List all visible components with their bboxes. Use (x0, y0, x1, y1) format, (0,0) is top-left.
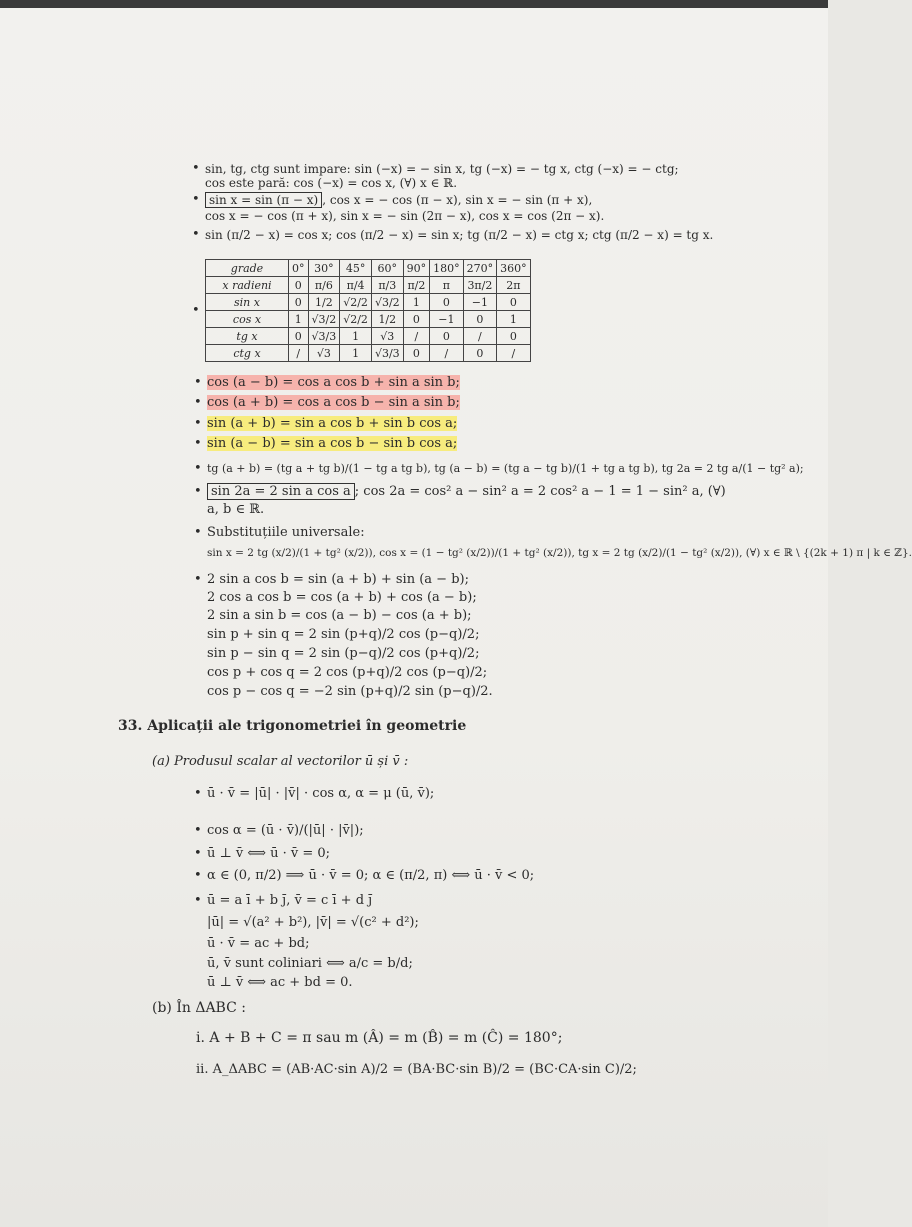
table-cell: 0 (497, 294, 531, 311)
table-row-header: x radieni (206, 277, 289, 294)
subsection-a-title: (a) Produsul scalar al vectorilor ū și v̄ : (152, 754, 409, 769)
table-row-header: ctg x (206, 345, 289, 362)
double-angle-rest: ; cos 2a = cos² a − sin² a = 2 cos² a − 1 = 1 − sin² a, (∀) (354, 484, 726, 499)
section-title: 33. Aplicații ale trigonometriei în geometrie (118, 718, 467, 734)
table-cell: √3/2 (308, 311, 340, 328)
subsection-b-title: (b) În ΔABC : (152, 1000, 246, 1016)
perpendicular-condition: ū ⊥ v̄ ⟺ ac + bd = 0. (207, 975, 353, 990)
highlight-red-1: cos (a − b) = cos a cos b + sin a sin b; (207, 375, 460, 390)
product-sum-1: • 2 sin a cos b = sin (a + b) + sin (a − b); (207, 572, 469, 588)
table-cell: π/3 (371, 277, 403, 294)
table-cell: π/2 (403, 277, 430, 294)
product-sum-3: 2 sin a sin b = cos (a − b) − cos (a + b); (207, 608, 472, 623)
table-cell: π/4 (340, 277, 372, 294)
table-cell: 0 (289, 328, 309, 345)
reduction-line-1 (205, 193, 592, 207)
table-cell: / (497, 345, 531, 362)
table-row-header: cos x (206, 311, 289, 328)
table-cell: √3/3 (371, 345, 403, 362)
table-cell: 1/2 (371, 311, 403, 328)
dot-product-def: • ū · v̄ = |ū| · |v̄| · cos α, α = μ (ū, v̄); (207, 786, 434, 802)
table-cell: −1 (463, 294, 497, 311)
table-cell: 1 (340, 345, 372, 362)
triangle-angle-sum: i. A + B + C = π sau m (Â) = m (B̂) = m (Ĉ) = 180°; (196, 1030, 563, 1046)
table-row-header: grade (206, 260, 289, 277)
table-row (206, 345, 531, 362)
trig-values-table (205, 259, 531, 362)
angle-sign-condition: • α ∈ (0, π/2) ⟹ ū · v̄ = 0; α ∈ (π/2, π) ⟺ ū · v̄ < 0; (207, 868, 534, 884)
table-cell: 90° (403, 260, 430, 277)
table-cell: √3 (308, 345, 340, 362)
table-row (206, 260, 531, 277)
sum-product-4: cos p − cos q = −2 sin (p+q)/2 sin (p−q)/2. (207, 684, 493, 699)
table-cell: 360° (497, 260, 531, 277)
table-cell: 0 (463, 345, 497, 362)
table-cell: √3/2 (371, 294, 403, 311)
table-cell: / (463, 328, 497, 345)
collinear-condition: ū, v̄ sunt coliniari ⟺ a/c = b/d; (207, 956, 413, 971)
reduction-line-2: cos x = − cos (π + x), sin x = − sin (2π − x), cos x = cos (2π − x). (205, 209, 605, 223)
table-cell: / (403, 328, 430, 345)
table-cell: 0 (497, 328, 531, 345)
table-cell: √2/2 (340, 294, 372, 311)
table-cell: √3/3 (308, 328, 340, 345)
table-cell: 0 (430, 328, 464, 345)
formula-sin-sum (207, 416, 457, 432)
table-cell: 0° (289, 260, 309, 277)
table-cell: 1 (403, 294, 430, 311)
formula-double-angle-cont: a, b ∈ ℝ. (207, 502, 265, 517)
orthogonality-condition: • ū ⊥ v̄ ⟺ ū · v̄ = 0; (207, 846, 330, 862)
table-cell: 1 (340, 328, 372, 345)
sum-product-2: sin p − sin q = 2 sin (p−q)/2 cos (p+q)/2; (207, 646, 480, 661)
table-cell: 45° (340, 260, 372, 277)
table-cell: 0 (463, 311, 497, 328)
dot-product-components: ū · v̄ = ac + bd; (207, 936, 310, 951)
triangle-area: ii. A_ΔABC = (AB·AC·sin A)/2 = (BA·BC·sin B)/2 = (BC·CA·sin C)/2; (196, 1062, 637, 1077)
complement-line: • sin (π/2 − x) = cos x; cos (π/2 − x) = sin x; tg (π/2 − x) = ctg x; ctg (π/2 − x) = tg x. (205, 228, 713, 242)
table-cell: 60° (371, 260, 403, 277)
vector-magnitudes: |ū| = √(a² + b²), |v̄| = √(c² + d²); (207, 915, 419, 930)
universal-subst-title: • Substituțiile universale: (207, 525, 365, 541)
top-edge (0, 0, 828, 8)
table-cell: 1 (497, 311, 531, 328)
boxed-formula: sin x = sin (π − x) (205, 192, 322, 208)
highlight-yellow-2: sin (a − b) = sin a cos b − sin b cos a; (207, 436, 458, 451)
boxed-double-angle: sin 2a = 2 sin a cos a (207, 483, 355, 500)
table-cell: 0 (289, 277, 309, 294)
table-row (206, 294, 531, 311)
table-cell: 30° (308, 260, 340, 277)
table-cell: π (430, 277, 464, 294)
table-cell: √2/2 (340, 311, 372, 328)
table-cell: 0 (403, 311, 430, 328)
formula-cos-diff (207, 375, 460, 391)
table-cell: 1/2 (308, 294, 340, 311)
formula-cos-sum (207, 395, 460, 411)
table-cell: π/6 (308, 277, 340, 294)
table-row-header: sin x (206, 294, 289, 311)
table-cell: 2π (497, 277, 531, 294)
sum-product-3: cos p + cos q = 2 cos (p+q)/2 cos (p−q)/2; (207, 665, 488, 680)
reduction-rest: , cos x = − cos (π − x), sin x = − sin (π + x), (322, 193, 593, 207)
table-cell: 270° (463, 260, 497, 277)
cos-even-line: cos este pară: cos (−x) = cos x, (∀) x ∈ ℝ. (205, 176, 458, 190)
table-cell: 0 (403, 345, 430, 362)
cos-alpha-formula: • cos α = (ū · v̄)/(|ū| · |v̄|); (207, 823, 364, 839)
document-page (0, 8, 912, 1227)
table-cell: 0 (430, 294, 464, 311)
formula-tg: • tg (a + b) = (tg a + tg b)/(1 − tg a tg b), tg (a − b) = (tg a − tg b)/(1 + tg a tg b), tg 2a = 2 tg a/(1 − tg² a); (207, 462, 804, 476)
table-cell: / (430, 345, 464, 362)
sum-product-1: sin p + sin q = 2 sin (p+q)/2 cos (p−q)/2; (207, 627, 480, 642)
vector-components: • ū = a ī + b j̄, v̄ = c ī + d j̄ (207, 893, 372, 909)
table-row (206, 311, 531, 328)
formula-sin-diff (207, 436, 457, 452)
table-row (206, 328, 531, 345)
highlight-red-2: cos (a + b) = cos a cos b − sin a sin b; (207, 395, 460, 410)
table-cell: 3π/2 (463, 277, 497, 294)
table-row-header: tg x (206, 328, 289, 345)
table-cell: √3 (371, 328, 403, 345)
universal-subst-formula: sin x = 2 tg (x/2)/(1 + tg² (x/2)), cos x = (1 − tg² (x/2))/(1 + tg² (x/2)), tg x = 2 tg (x/2)/(1 − tg² (x/2)), (∀) x ∈ ℝ \ {(2k + 1) π | k ∈ ℤ}. (207, 547, 912, 559)
product-sum-2: 2 cos a cos b = cos (a + b) + cos (a − b); (207, 590, 477, 605)
highlight-yellow-1: sin (a + b) = sin a cos b + sin b cos a; (207, 416, 458, 431)
table-cell: 180° (430, 260, 464, 277)
table-cell: 0 (289, 294, 309, 311)
parity-line: • sin, tg, ctg sunt impare: sin (−x) = − sin x, tg (−x) = − tg x, ctg (−x) = − ctg; (205, 162, 679, 176)
table-cell: / (289, 345, 309, 362)
formula-double-angle (207, 484, 726, 500)
table-cell: −1 (430, 311, 464, 328)
table-cell: 1 (289, 311, 309, 328)
table-row (206, 277, 531, 294)
